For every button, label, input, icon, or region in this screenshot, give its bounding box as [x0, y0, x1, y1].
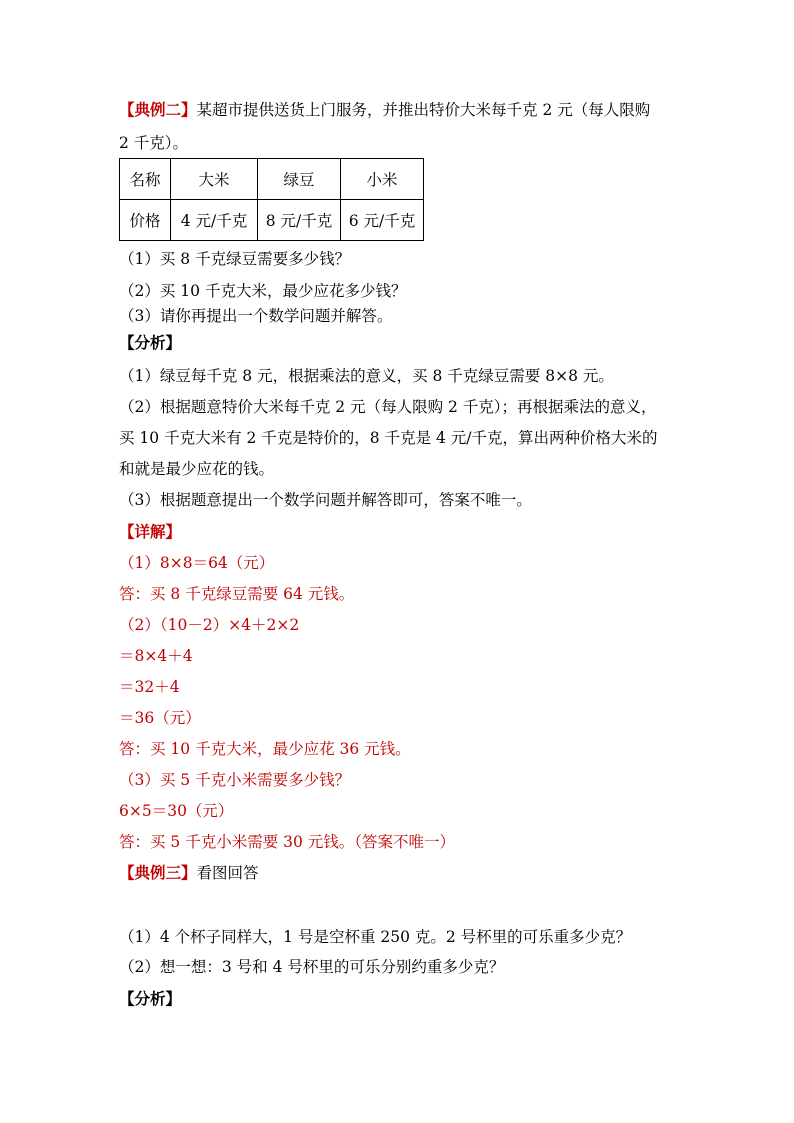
table-cell: 小米 — [341, 159, 424, 200]
table-cell: 大米 — [171, 159, 258, 200]
example2-intro-line2: 2 千克）。 — [119, 134, 189, 152]
detail-line: 6×5＝30（元） — [119, 802, 234, 820]
detail-line: 答：买 8 千克绿豆需要 64 元钱。 — [119, 585, 355, 603]
detail-line: 答：买 10 千克大米，最少应花 36 元钱。 — [119, 740, 411, 758]
example2-intro-line1 — [119, 100, 650, 120]
analysis-line: 买 10 千克大米有 2 千克是特价的，8 千克是 4 元/千克，算出两种价格大米的 — [119, 429, 658, 447]
example2-question-1: （1）买 8 千克绿豆需要多少钱？ — [119, 250, 351, 268]
example3-tag: 【典例三】 — [119, 863, 197, 882]
analysis-line: （1）绿豆每千克 8 元，根据乘法的意义，买 8 千克绿豆需要 8×8 元。 — [119, 367, 614, 385]
table-cell: 绿豆 — [258, 159, 341, 200]
detail-line: ＝36（元） — [119, 709, 201, 727]
detail-line: （1）8×8＝64（元） — [119, 554, 275, 572]
analysis-line: 和就是最少应花的钱。 — [119, 460, 275, 478]
detail-line: ＝8×4＋4 — [119, 647, 193, 665]
detail-line: （2）（10－2）×4＋2×2 — [119, 616, 300, 634]
example3-question-2: （2）想一想：3 号和 4 号杯里的可乐分别约重多少克？ — [119, 958, 505, 976]
table-cell: 6 元/千克 — [341, 200, 424, 241]
price-table — [119, 158, 424, 241]
example3-intro-line — [119, 863, 259, 883]
detail-line: （3）买 5 千克小米需要多少钱？ — [119, 771, 351, 789]
analysis-line: （2）根据题意特价大米每千克 2 元（每人限购 2 千克）；再根据乘法的意义， — [119, 398, 657, 416]
table-cell: 名称 — [120, 159, 171, 200]
table-cell: 8 元/千克 — [258, 200, 341, 241]
analysis-line: （3）根据题意提出一个数学问题并解答即可，答案不唯一。 — [119, 491, 532, 509]
example3-question-1: （1）4 个杯子同样大，1 号是空杯重 250 克。2 号杯里的可乐重多少克？ — [119, 928, 632, 946]
example2-analysis-title: 【分析】 — [119, 333, 182, 352]
table-row — [120, 200, 424, 241]
table-cell: 价格 — [120, 200, 171, 241]
table-cell: 4 元/千克 — [171, 200, 258, 241]
example2-question-2: （2）买 10 千克大米，最少应花多少钱？ — [119, 282, 407, 300]
example2-intro-text: 某超市提供送货上门服务，并推出特价大米每千克 2 元（每人限购 — [196, 101, 651, 119]
detail-line: ＝32＋4 — [119, 678, 180, 696]
example3-analysis-title: 【分析】 — [119, 989, 182, 1008]
table-row — [120, 159, 424, 200]
example2-tag: 【典例二】 — [119, 100, 197, 119]
detail-line: 答：买 5 千克小米需要 30 元钱。（答案不唯一） — [119, 833, 456, 851]
example3-intro-text: 看图回答 — [196, 864, 259, 882]
example2-question-3: （3）请你再提出一个数学问题并解答。 — [119, 307, 393, 325]
example2-detail-title: 【详解】 — [119, 522, 182, 541]
